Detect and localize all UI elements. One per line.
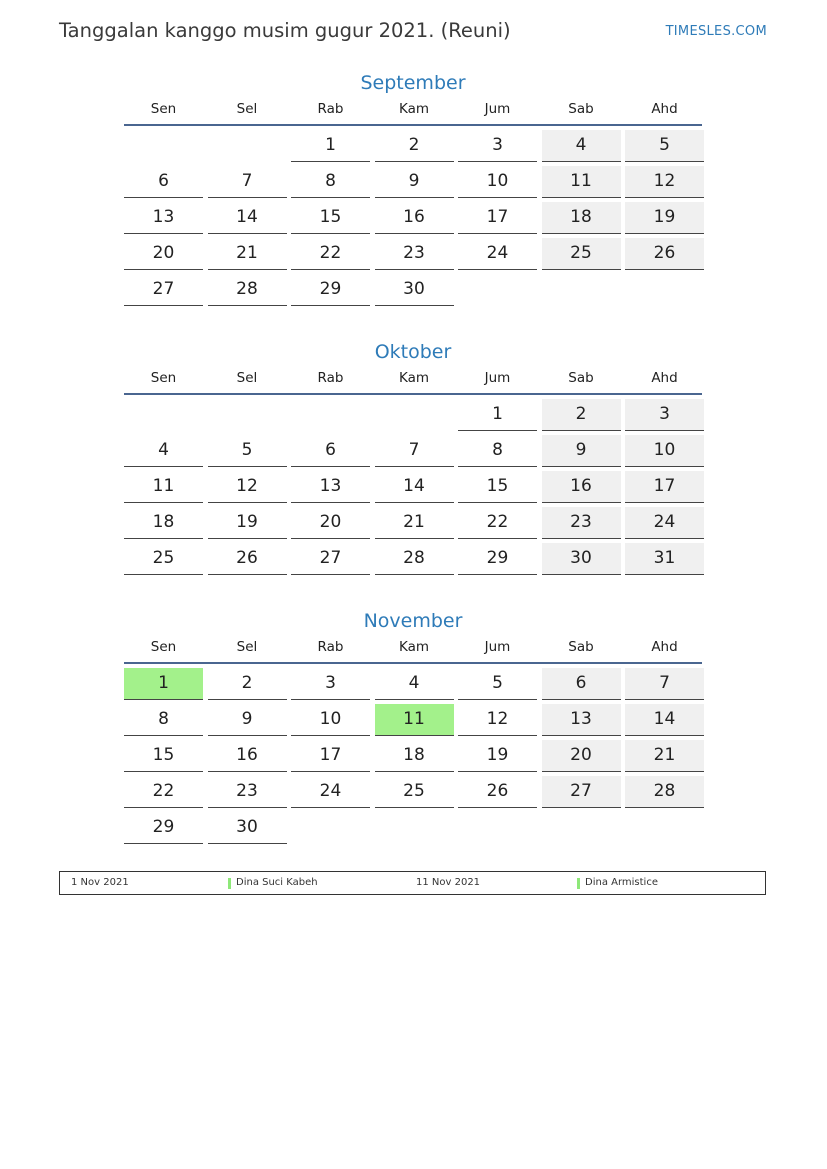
day-cell[interactable]: 10 [291,704,370,736]
weekday-label: Ahd [651,370,678,386]
legend-color-marker [577,878,580,889]
day-cell[interactable]: 6 [291,435,370,467]
day-cell[interactable]: 14 [625,704,704,736]
day-cell[interactable]: 23 [208,776,287,808]
empty-cell [208,399,287,431]
day-cell[interactable]: 12 [458,704,537,736]
day-cell[interactable]: 7 [208,166,287,198]
day-cell[interactable]: 19 [458,740,537,772]
weekday-label: Rab [317,639,344,655]
page-title: Tanggalan kanggo musim gugur 2021. (Reuni) [59,19,511,42]
day-cell[interactable]: 2 [542,399,621,431]
day-cell[interactable]: 8 [458,435,537,467]
day-cell[interactable]: 9 [542,435,621,467]
weekday-label: Jum [484,639,511,655]
holiday-day-cell[interactable]: 11 [375,704,454,736]
day-cell[interactable]: 13 [291,471,370,503]
day-cell[interactable]: 27 [291,543,370,575]
day-cell[interactable]: 27 [124,274,203,306]
day-cell[interactable]: 6 [124,166,203,198]
day-cell[interactable]: 12 [625,166,704,198]
day-cell[interactable]: 28 [375,543,454,575]
weekday-label: Sen [150,101,177,117]
weekday-label: Jum [484,101,511,117]
month-oktober [124,338,702,575]
weekday-header [124,97,702,126]
day-cell[interactable]: 11 [542,166,621,198]
legend-holiday-name: Dina Armistice [585,877,658,888]
weekday-label: Sab [568,639,594,655]
day-cell[interactable]: 25 [124,543,203,575]
day-cell[interactable]: 22 [458,507,537,539]
day-cell[interactable]: 22 [124,776,203,808]
day-cell[interactable]: 13 [124,202,203,234]
day-cell[interactable]: 9 [208,704,287,736]
day-cell[interactable]: 11 [124,471,203,503]
weekday-label: Rab [317,370,344,386]
weekday-label: Rab [317,101,344,117]
day-cell[interactable]: 6 [542,668,621,700]
weekday-label: Kam [398,639,430,655]
day-cell[interactable]: 23 [375,238,454,270]
day-cell[interactable]: 26 [458,776,537,808]
day-cell[interactable]: 26 [208,543,287,575]
day-cell[interactable]: 21 [625,740,704,772]
day-cell[interactable]: 5 [625,130,704,162]
empty-cell [124,399,203,431]
day-grid [124,668,702,844]
day-cell[interactable]: 19 [208,507,287,539]
day-cell[interactable]: 24 [625,507,704,539]
day-cell[interactable]: 2 [375,130,454,162]
day-cell[interactable]: 5 [208,435,287,467]
weekday-label: Sel [236,639,258,655]
day-cell[interactable]: 4 [124,435,203,467]
day-cell[interactable]: 25 [542,238,621,270]
weekday-label: Sen [150,370,177,386]
day-cell[interactable]: 3 [291,668,370,700]
day-cell[interactable]: 24 [458,238,537,270]
weekday-header [124,635,702,664]
holiday-legend [59,871,766,895]
site-link[interactable]: TIMESLES.COM [665,24,767,39]
day-cell[interactable]: 12 [208,471,287,503]
day-cell[interactable]: 7 [375,435,454,467]
empty-cell [208,130,287,162]
day-cell[interactable]: 18 [124,507,203,539]
month-title: September [360,72,466,94]
month-title: November [363,610,463,632]
weekday-label: Sel [236,370,258,386]
day-cell[interactable]: 16 [375,202,454,234]
month-september [124,69,702,306]
weekday-label: Ahd [651,101,678,117]
empty-cell [124,130,203,162]
day-cell[interactable]: 15 [124,740,203,772]
day-cell[interactable]: 27 [542,776,621,808]
day-cell[interactable]: 20 [124,238,203,270]
day-cell[interactable]: 3 [625,399,704,431]
weekday-label: Sen [150,639,177,655]
legend-date: 11 Nov 2021 [416,877,481,888]
day-cell[interactable]: 30 [208,812,287,844]
day-cell[interactable]: 30 [542,543,621,575]
day-cell[interactable]: 16 [542,471,621,503]
weekday-label: Ahd [651,639,678,655]
day-cell[interactable]: 18 [542,202,621,234]
day-cell[interactable]: 23 [542,507,621,539]
day-cell[interactable]: 9 [375,166,454,198]
day-cell[interactable]: 17 [625,471,704,503]
holiday-day-cell[interactable]: 1 [124,668,203,700]
weekday-label: Sel [236,101,258,117]
day-cell[interactable]: 30 [375,274,454,306]
weekday-label: Sab [568,101,594,117]
day-cell[interactable]: 31 [625,543,704,575]
empty-cell [375,399,454,431]
day-cell[interactable]: 29 [458,543,537,575]
day-cell[interactable]: 20 [291,507,370,539]
weekday-header [124,366,702,395]
day-cell[interactable]: 1 [291,130,370,162]
day-cell[interactable]: 17 [291,740,370,772]
month-title: Oktober [374,341,452,363]
legend-color-marker [228,878,231,889]
day-cell[interactable]: 24 [291,776,370,808]
day-cell[interactable]: 1 [458,399,537,431]
month-november [124,607,702,844]
day-grid [124,399,702,575]
day-cell[interactable]: 17 [458,202,537,234]
day-cell[interactable]: 10 [458,166,537,198]
day-cell[interactable]: 3 [458,130,537,162]
day-cell[interactable]: 18 [375,740,454,772]
weekday-label: Kam [398,370,430,386]
day-cell[interactable]: 8 [291,166,370,198]
weekday-label: Sab [568,370,594,386]
empty-cell [291,399,370,431]
legend-holiday-name: Dina Suci Kabeh [236,877,318,888]
day-cell[interactable]: 19 [625,202,704,234]
day-cell[interactable]: 14 [208,202,287,234]
day-cell[interactable]: 26 [625,238,704,270]
day-cell[interactable]: 14 [375,471,454,503]
day-cell[interactable]: 8 [124,704,203,736]
day-cell[interactable]: 10 [625,435,704,467]
day-grid [124,130,702,306]
day-cell[interactable]: 5 [458,668,537,700]
day-cell[interactable]: 25 [375,776,454,808]
day-cell[interactable]: 4 [375,668,454,700]
day-cell[interactable]: 28 [208,274,287,306]
day-cell[interactable]: 28 [625,776,704,808]
day-cell[interactable]: 15 [291,202,370,234]
day-cell[interactable]: 21 [208,238,287,270]
day-cell[interactable]: 7 [625,668,704,700]
day-cell[interactable]: 21 [375,507,454,539]
day-cell[interactable]: 20 [542,740,621,772]
legend-date: 1 Nov 2021 [71,877,129,888]
day-cell[interactable]: 15 [458,471,537,503]
day-cell[interactable]: 4 [542,130,621,162]
weekday-label: Jum [484,370,511,386]
day-cell[interactable]: 13 [542,704,621,736]
day-cell[interactable]: 2 [208,668,287,700]
day-cell[interactable]: 22 [291,238,370,270]
day-cell[interactable]: 29 [124,812,203,844]
day-cell[interactable]: 16 [208,740,287,772]
day-cell[interactable]: 29 [291,274,370,306]
weekday-label: Kam [398,101,430,117]
